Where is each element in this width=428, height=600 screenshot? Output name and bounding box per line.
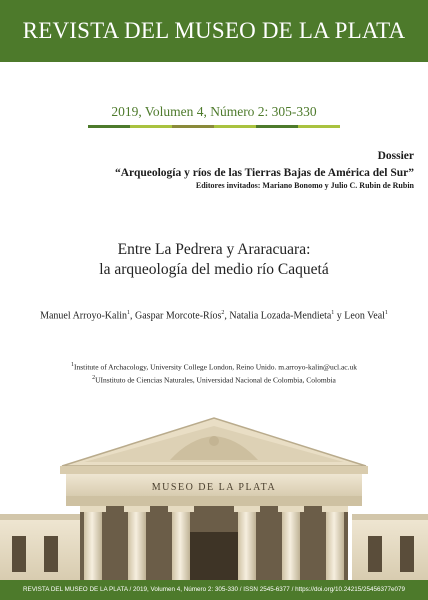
- author-aff: 1: [331, 310, 335, 316]
- dossier-editors: [115, 181, 414, 190]
- right-wing-window: [400, 536, 414, 572]
- bar-segment: [172, 125, 214, 128]
- column-capital: [124, 506, 150, 512]
- bar-segment: [214, 125, 256, 128]
- pediment-sculpture-head: [209, 436, 219, 446]
- issue-info: 2019, Volumen 4, Número 2: 305-330: [111, 104, 317, 119]
- column: [84, 508, 102, 580]
- museum-building-illustration: [0, 408, 428, 580]
- footer-sep: /: [239, 586, 244, 593]
- affiliation-1: [0, 360, 428, 373]
- article-title-line-1: Entre La Pedrera y Araracuara:: [117, 241, 311, 258]
- journal-title: REVISTA DEL MUSEO DE LA PLATA: [22, 18, 406, 43]
- footer-issue: 2019, Volumen 4, Número 2: 305-330: [132, 586, 238, 593]
- decorative-color-bars: [88, 125, 340, 128]
- dossier-theme: “Arqueología y ríos de las Tierras Bajas de América del Sur”: [115, 167, 414, 179]
- bar-segment: [298, 125, 340, 128]
- journal-header: [0, 0, 428, 62]
- column-capital: [168, 506, 194, 512]
- author-aff: 1: [127, 310, 131, 316]
- author-name: Gaspar Morcote-Ríos: [135, 310, 222, 322]
- building-inscription: MUSEO DE LA PLATA: [151, 482, 277, 493]
- bar-segment: [256, 125, 298, 128]
- editors-names: Mariano Bonomo y Julio C. Rubin de Rubin: [262, 181, 414, 190]
- footer-journal: REVISTA DEL MUSEO DE LA PLATA: [22, 586, 128, 593]
- column-capital: [278, 506, 304, 512]
- left-wing-roof: [0, 514, 82, 520]
- author-aff: 1: [384, 310, 388, 316]
- article-title: [0, 240, 428, 280]
- affiliation-2: [0, 373, 428, 386]
- author-aff: 2: [221, 310, 225, 316]
- author-name: Natalia Lozada-Mendieta: [229, 310, 332, 322]
- affiliation-num: 1: [70, 362, 74, 368]
- right-wing-window: [368, 536, 382, 572]
- dossier-block: [115, 150, 414, 190]
- column: [128, 508, 146, 580]
- door: [190, 532, 238, 580]
- affiliation-text: Institute of Archacology, University College London, Reino Unido. m.arroyo-kalin@ucl.ac.uk: [73, 362, 358, 372]
- right-wing: [352, 518, 428, 580]
- dossier-label: Dossier: [377, 150, 414, 162]
- affiliation-text: UInstituto de Ciencias Naturales, Universidad Nacional de Colombia, Colombia: [95, 375, 336, 384]
- cornice: [60, 466, 368, 474]
- column-capital: [234, 506, 260, 512]
- footer-bar: [0, 580, 428, 600]
- affiliations: [0, 360, 428, 385]
- column-capital: [322, 506, 348, 512]
- article-title-line-2: la arqueología del medio río Caquetá: [99, 261, 329, 278]
- right-wing-roof: [352, 514, 428, 520]
- bar-segment: [130, 125, 172, 128]
- footer-sep: /: [291, 586, 296, 593]
- left-wing-window: [12, 536, 26, 572]
- footer-doi[interactable]: https://doi.org/10.24215/25456377e079: [295, 586, 406, 593]
- column: [238, 508, 256, 580]
- footer-sep: /: [129, 586, 133, 593]
- column: [282, 508, 300, 580]
- column: [326, 508, 344, 580]
- affiliation-num: 2: [92, 374, 96, 381]
- architrave: [66, 496, 362, 506]
- column: [172, 508, 190, 580]
- column-capital: [80, 506, 106, 512]
- authors-line: Manuel Arroyo-Kalin$^1$, Gaspar Morcote-Ríos$^2$, Natalia Lozada-Mendieta$^1$ y Leon Veal$^1$: [40, 310, 388, 322]
- author-name: Leon Veal: [344, 310, 385, 322]
- left-wing-window: [44, 536, 58, 572]
- footer-issn: ISSN 2545-6377: [243, 586, 290, 593]
- editors-label: Editores invitados:: [195, 181, 261, 190]
- bar-segment: [88, 125, 130, 128]
- author-name: Manuel Arroyo-Kalin: [40, 310, 128, 322]
